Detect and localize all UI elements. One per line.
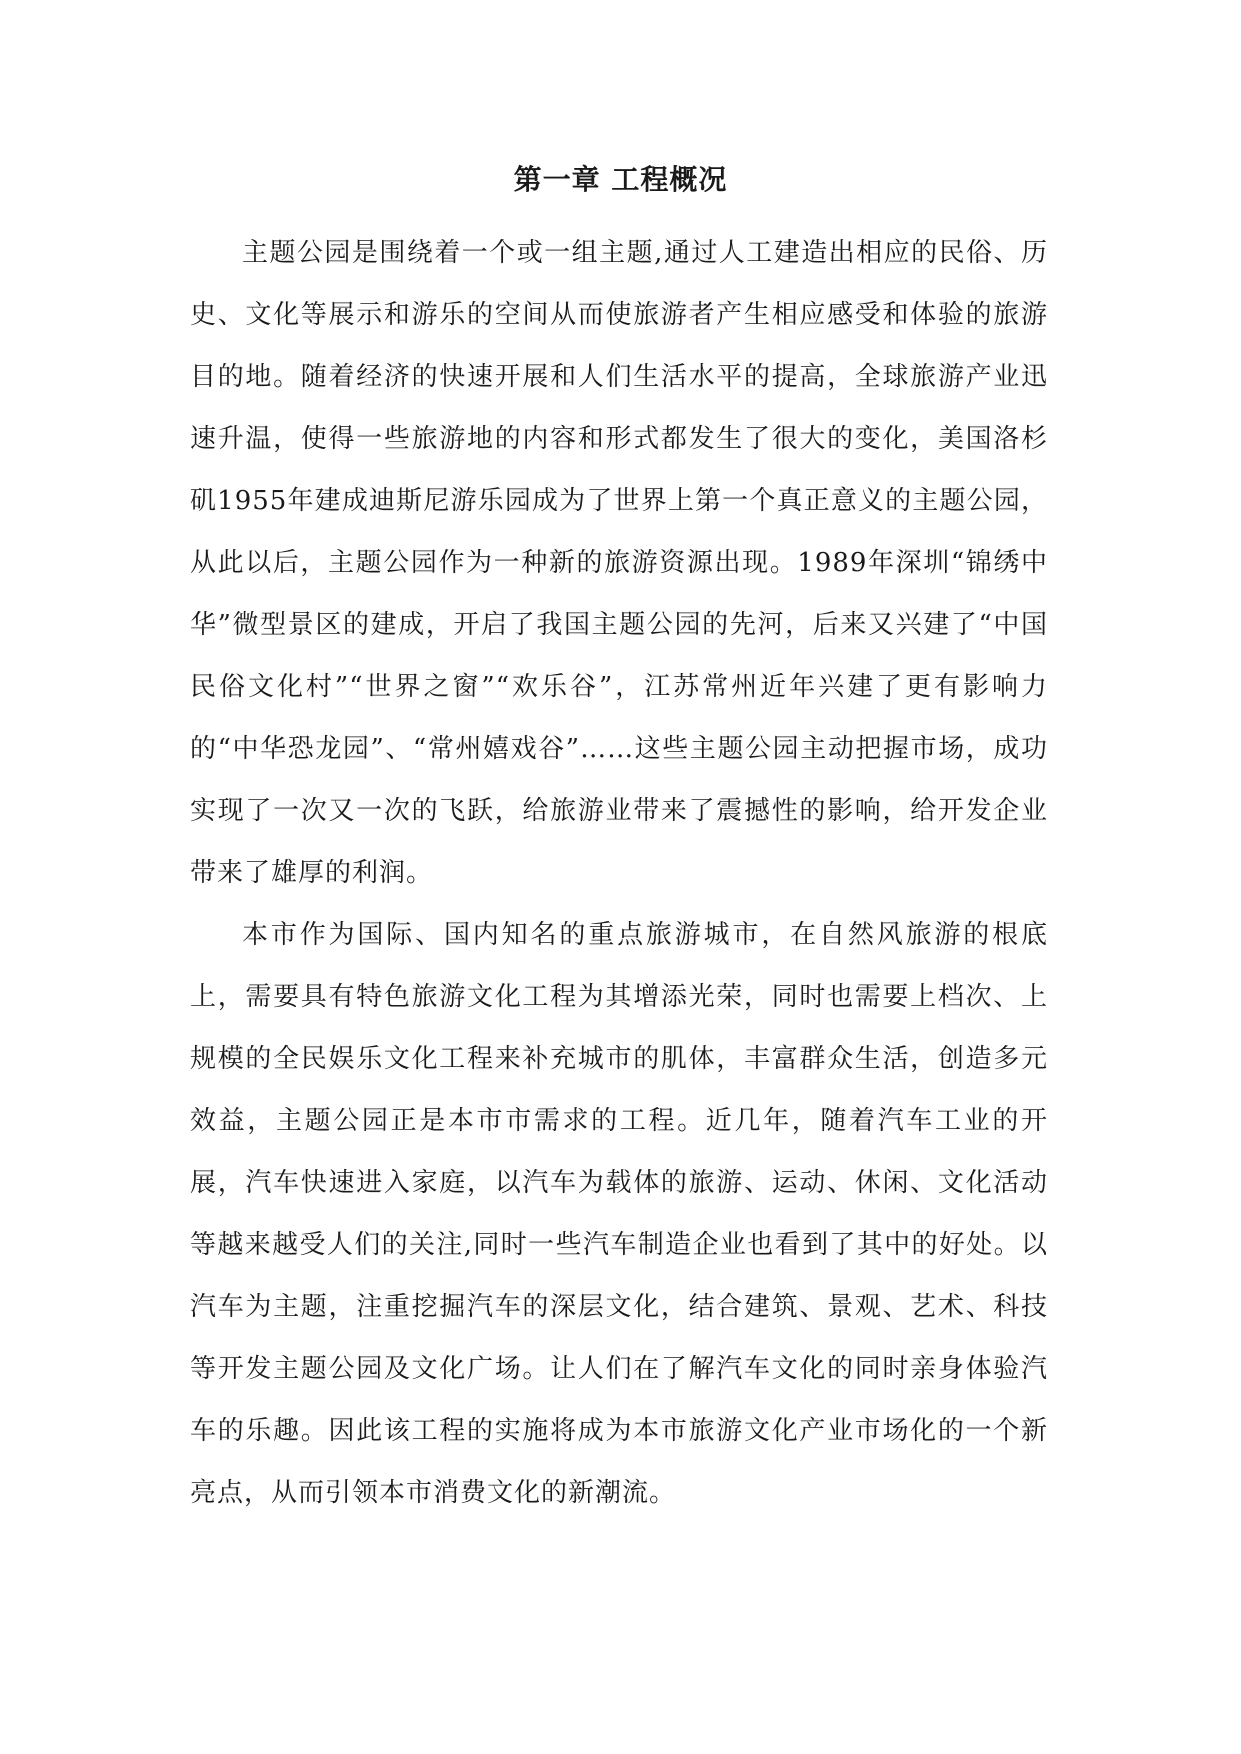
paragraph-city-project: 本市作为国际、国内知名的重点旅游城市，在自然风旅游的根底上，需要具有特色旅游文化工程为其增添光荣，同时也需要上档次、上规模的全民娱乐文化工程来补充城市的肌体，丰富群众生活，创造多元效益，主题公园正是本市市需求的工程。近几年，随着汽车工业的开展，汽车快速进入家庭，以汽车为载体的旅游、运动、休闲、文化活动等越来越受人们的关注,同时一些汽车制造企业也看到了其中的好处。以汽车为主题，注重挖掘汽车的深层文化，结合建筑、景观、艺术、科技等开发主题公园及文化广场。让人们在了解汽车文化的同时亲身体验汽车的乐趣。因此该工程的实施将成为本市旅游文化产业市场化的一个新亮点，从而引领本市消费文化的新潮流。 (190, 920, 1048, 1508)
chapter-title: 第一章 工程概况 (513, 163, 728, 196)
body-text (190, 222, 1048, 1524)
paragraph-theme-park-intro: 主题公园是围绕着一个或一组主题,通过人工建造出相应的民俗、历史、文化等展示和游乐的空间从而使旅游者产生相应感受和体验的旅游目的地。随着经济的快速开展和人们生活水平的提高，全球旅游产业迅速升温，使得一些旅游地的内容和形式都发生了很大的变化，美国洛杉矶1955年建成迪斯尼游乐园成为了世界上第一个真正意义的主题公园，从此以后，主题公园作为一种新的旅游资源出现。1989年深圳“锦绣中华”微型景区的建成，开启了我国主题公园的先河，后来又兴建了“中国民俗文化村”“世界之窗”“欢乐谷”，江苏常州近年兴建了更有影响力的“中华恐龙园”、“常州嬉戏谷”……这些主题公园主动把握市场，成功实现了一次又一次的飞跃，给旅游业带来了震撼性的影响，给开发企业带来了雄厚的利润。 (190, 238, 1048, 888)
